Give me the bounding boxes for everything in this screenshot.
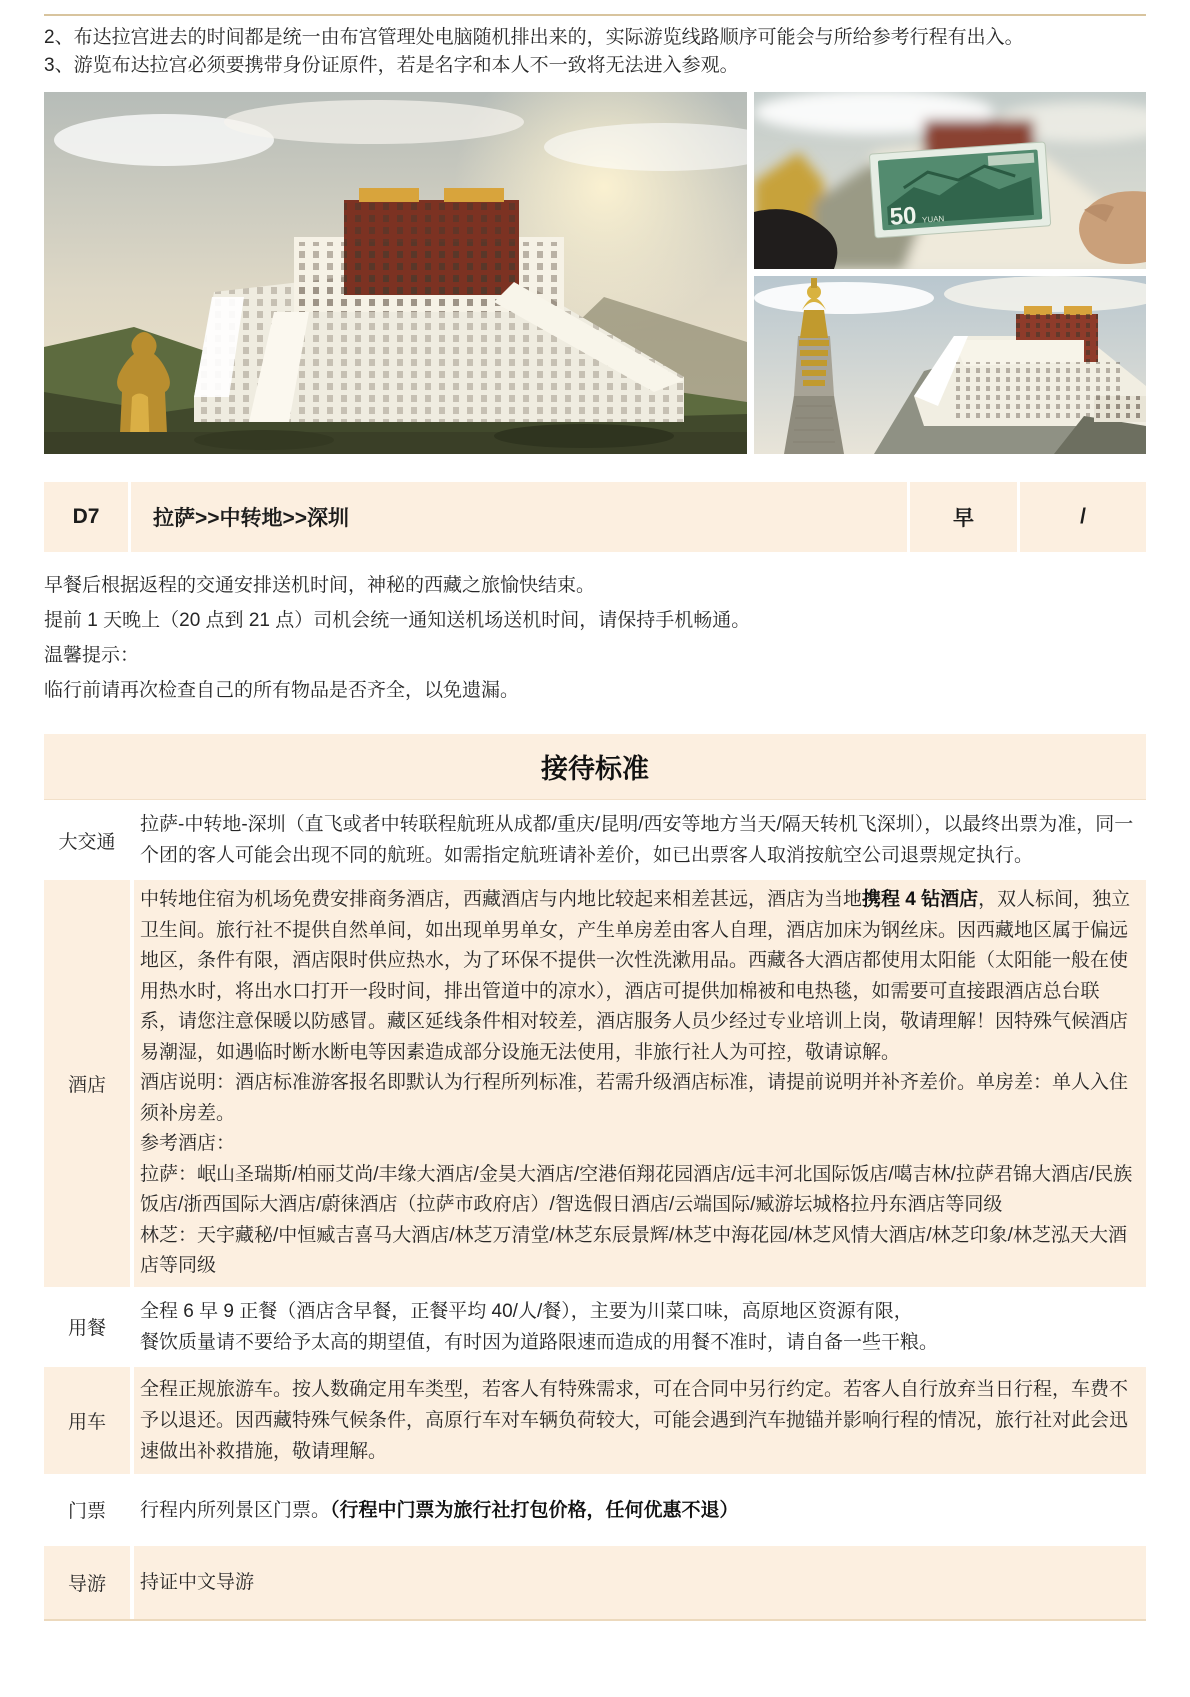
day-meal-breakfast: 早 <box>907 482 1017 552</box>
detail-line: 温馨提示： <box>44 645 140 666</box>
hotel-ref-title: 参考酒店： <box>140 1133 236 1154</box>
row-content-transport: 拉萨-中转地-深圳（直飞或者中转联程航班从成都/重庆/昆明/西安等地方当天/隔天转机飞深圳），以最终出票为准，同一个团的客人可能会出现不同的航班。如需指定航班请补差价，如已出票客人取消按航空公司退票规定执行。 <box>140 814 1134 866</box>
row-label-transport: 大交通 <box>44 800 134 880</box>
table-row-meals <box>44 1287 1146 1367</box>
row-content-guide: 持证中文导游 <box>140 1571 255 1593</box>
standards-title: 接待标准 <box>541 754 649 784</box>
hotel-ref-linzhi: 林芝：天宇藏秘/中恒臧吉喜马大酒店/林芝万清堂/林芝东辰景辉/林芝中海花园/林芝风情大酒店/林芝印象/林芝泓天大酒店等同级 <box>140 1224 1127 1276</box>
tickets-bold-note: （行程中门票为旅行社打包价格，任何优惠不退） <box>330 1499 739 1521</box>
day-header-row <box>44 482 1146 552</box>
photo-gallery <box>44 92 1146 454</box>
table-row-guide <box>44 1546 1146 1619</box>
detail-line: 早餐后根据返程的交通安排送机时间，神秘的西藏之旅愉快结束。 <box>44 575 596 596</box>
hotel-paragraph-note: 酒店说明：酒店标准游客报名即默认为行程所列标准，若需升级酒店标准，请提前说明并补齐差价。单房差：单人入住须补房差。 <box>140 1072 1129 1124</box>
photo-gallery-right <box>754 92 1146 454</box>
itinerary-page <box>0 14 1190 1621</box>
day-meal-other: / <box>1017 482 1146 552</box>
row-label-hotel: 酒店 <box>44 880 134 1287</box>
table-row-hotel <box>44 880 1146 1287</box>
row-label-meals: 用餐 <box>44 1287 134 1367</box>
meals-line-2: 餐饮质量请不要给予太高的期望值，有时因为道路限速而造成的用餐不准时，请自备一些干粮。 <box>140 1331 939 1353</box>
day-detail <box>44 568 1146 708</box>
banknote <box>869 142 1050 238</box>
standards-header <box>44 734 1146 800</box>
notice-list <box>44 24 1146 80</box>
banknote-value: 50 <box>888 202 918 231</box>
day-route-title: 拉萨>>中转地>>深圳 <box>128 482 907 552</box>
notice-line-3: 3、游览布达拉宫必须要携带身份证原件，若是名字和本人不一致将无法进入参观。 <box>44 55 739 76</box>
table-row-tickets <box>44 1474 1146 1546</box>
meals-line-1: 全程 6 早 9 正餐（酒店含早餐，正餐平均 40/人/餐），主要为川菜口味，高原地区资源有限， <box>140 1300 913 1322</box>
row-content-vehicle: 全程正规旅游车。按人数确定用车类型，若客人有特殊需求，可在合同中另行约定。若客人自行放弃当日行程，车费不予以退还。因西藏特殊气候条件，高原行车对车辆负荷较大，可能会遇到汽车抛锚并影响行程的情况，旅行社对此会迅速做出补救措施，敬请理解。 <box>140 1378 1129 1462</box>
hotel-paragraph-main: 中转地住宿为机场免费安排商务酒店，西藏酒店与内地比较起来相差甚远，酒店为当地携程 4 钻酒店，双人标间，独立卫生间。旅行社不提供自然单间，如出现单男单女，产生单房差由客人自理，酒店加床为钢丝床。因西藏地区属于偏远地区，条件有限，酒店限时供应热水，为了环保不提供一次性洗漱用品。西藏各大酒店都使用太阳能（太阳能一般在使用热水时，将出水口打开一段时间，排出管道中的凉水），酒店可提供加棉被和电热毯，如需要可直接跟酒店总台联系，请您注意保暖以防感冒。藏区延线条件相对较差，酒店服务人员少经过专业培训上岗，敬请理解！因特殊气候酒店易潮湿，如遇临时断水断电等因素造成部分设施无法使用，非旅行社人为可控，敬请谅解。 <box>140 889 1131 1063</box>
row-content-tickets: 行程内所列景区门票。（行程中门票为旅行社打包价格，任何优惠不退） <box>140 1499 739 1521</box>
notice-line-2: 2、布达拉宫进去的时间都是统一由布宫管理处电脑随机排出来的，实际游览线路顺序可能会与所给参考行程有出入。 <box>44 27 1024 48</box>
row-content-meals <box>134 1287 1146 1367</box>
detail-line: 临行前请再次检查自己的所有物品是否齐全，以免遗漏。 <box>44 680 520 701</box>
standards-table <box>44 800 1146 1621</box>
hotel-ref-lhasa: 拉萨：岷山圣瑞斯/柏丽艾尚/丰缘大酒店/金昊大酒店/空港佰翔花园酒店/远丰河北国际饭店/噶吉林/拉萨君锦大酒店/民族饭店/浙西国际大酒店/蔚徕酒店（拉萨市政府店）/智选假日酒店/云端国际/臧游坛城格拉丹东酒店等同级 <box>140 1163 1133 1215</box>
day-number: D7 <box>72 505 100 528</box>
photo-50-yuan-banknote <box>754 92 1146 269</box>
row-label-guide: 导游 <box>44 1546 134 1619</box>
photo-golden-stupa-potala <box>754 276 1146 454</box>
table-row-vehicle <box>44 1367 1146 1474</box>
row-label-tickets: 门票 <box>44 1474 134 1546</box>
banknote-unit: YUAN <box>921 214 945 225</box>
table-row-transport <box>44 800 1146 880</box>
row-label-vehicle: 用车 <box>44 1367 134 1474</box>
photo-potala-palace-day <box>44 92 747 454</box>
hotel-star-level: 携程 4 钻酒店 <box>862 889 979 910</box>
detail-line: 提前 1 天晚上（20 点到 21 点）司机会统一通知送机场送机时间，请保持手机畅通。 <box>44 610 751 631</box>
row-content-hotel <box>134 880 1146 1287</box>
top-divider <box>44 14 1146 16</box>
